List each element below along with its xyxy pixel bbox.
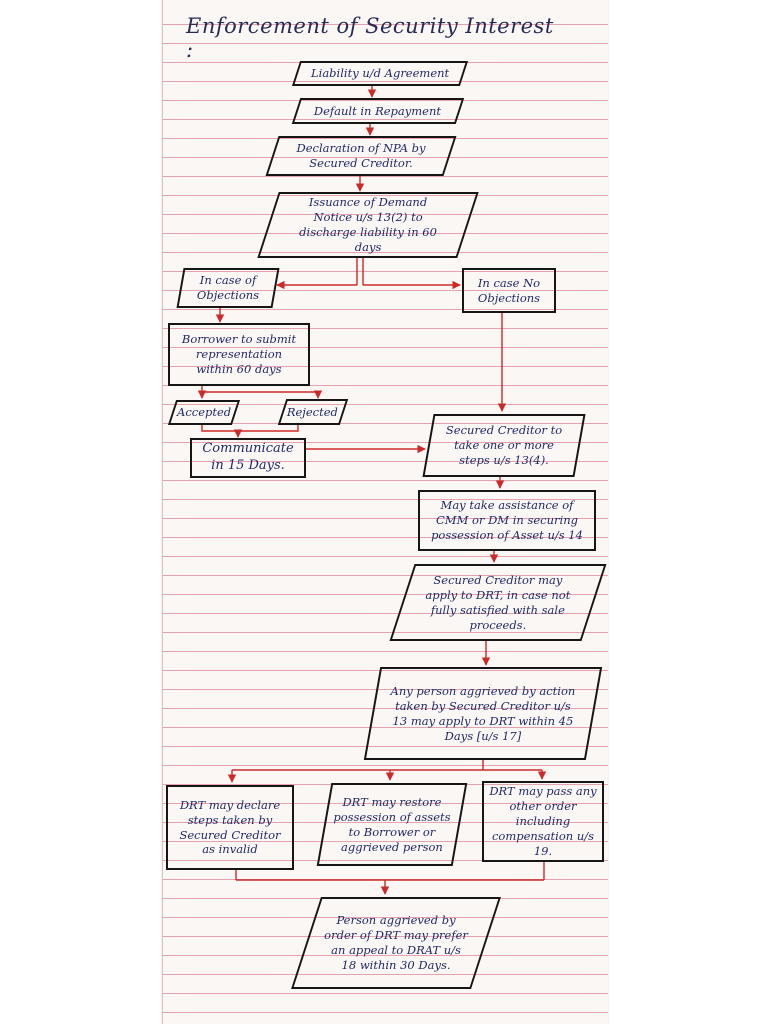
node-drt-restore-text: DRT may restore possession of assets to Borrower or aggrieved person: [333, 794, 451, 854]
node-liability-text: Liability u/d Agreement: [310, 66, 450, 81]
node-no-objections: [462, 268, 556, 313]
node-aggrieved-text: Any person aggrieved by action taken by Secured Creditor u/s 13 may apply to DRT within 45 Days [u/s 17]: [390, 683, 576, 743]
arrow-representation-split: [202, 386, 318, 398]
node-accepted: [168, 400, 240, 425]
node-rejected: [278, 399, 348, 425]
arrow-outcomes-join: [202, 425, 298, 431]
node-objections-text: In case of Objections: [196, 273, 260, 302]
node-no-objections-text: In case No Objections: [477, 275, 541, 305]
node-rejected-text: Rejected: [287, 404, 339, 419]
node-apply-drt: [389, 564, 606, 641]
node-secured-steps-text: Secured Creditor to take one or more steps u/s 13(4).: [445, 423, 563, 467]
node-drt-order: [482, 781, 604, 862]
node-appeal-text: Person aggrieved by order of DRT may prefer an appeal to DRAT u/s 18 within 30 Days.: [324, 913, 468, 972]
node-aggrieved: [364, 667, 602, 760]
node-notice-text: Issuance of Demand Notice u/s 13(2) to discharge liability in 60 days: [299, 195, 437, 254]
node-default-text: Default in Repayment: [314, 103, 442, 118]
node-secured-steps: [422, 414, 585, 477]
node-appeal: [291, 897, 501, 989]
node-objections: [176, 268, 279, 308]
node-drt-order-text: DRT may pass any other order including compensation u/s 19.: [489, 784, 597, 858]
node-assistance-text: May take assistance of CMM or DM in securing possession of Asset u/s 14: [431, 498, 583, 542]
node-default: [292, 98, 464, 124]
node-drt-restore: [317, 783, 468, 866]
node-representation-text: Borrower to submit representation within 60 days: [181, 332, 297, 376]
diagram-title: Enforcement of Security Interest :: [186, 14, 554, 62]
node-notice: [257, 192, 478, 258]
node-representation: [168, 323, 310, 386]
node-npa-text: Declaration of NPA by Secured Creditor.: [296, 141, 426, 170]
node-assistance: [418, 490, 596, 551]
node-liability: [292, 61, 468, 86]
node-apply-drt-text: Secured Creditor may apply to DRT, in case not fully satisfied with sale proceeds.: [425, 572, 571, 632]
node-drt-invalid: [166, 785, 294, 870]
node-npa: [266, 136, 457, 176]
node-communicate: [190, 438, 306, 478]
node-drt-invalid-text: DRT may declare steps taken by Secured Creditor as invalid: [179, 797, 281, 857]
node-accepted-text: Accepted: [176, 405, 232, 420]
node-communicate-text: Communicate in 15 Days.: [202, 441, 294, 473]
